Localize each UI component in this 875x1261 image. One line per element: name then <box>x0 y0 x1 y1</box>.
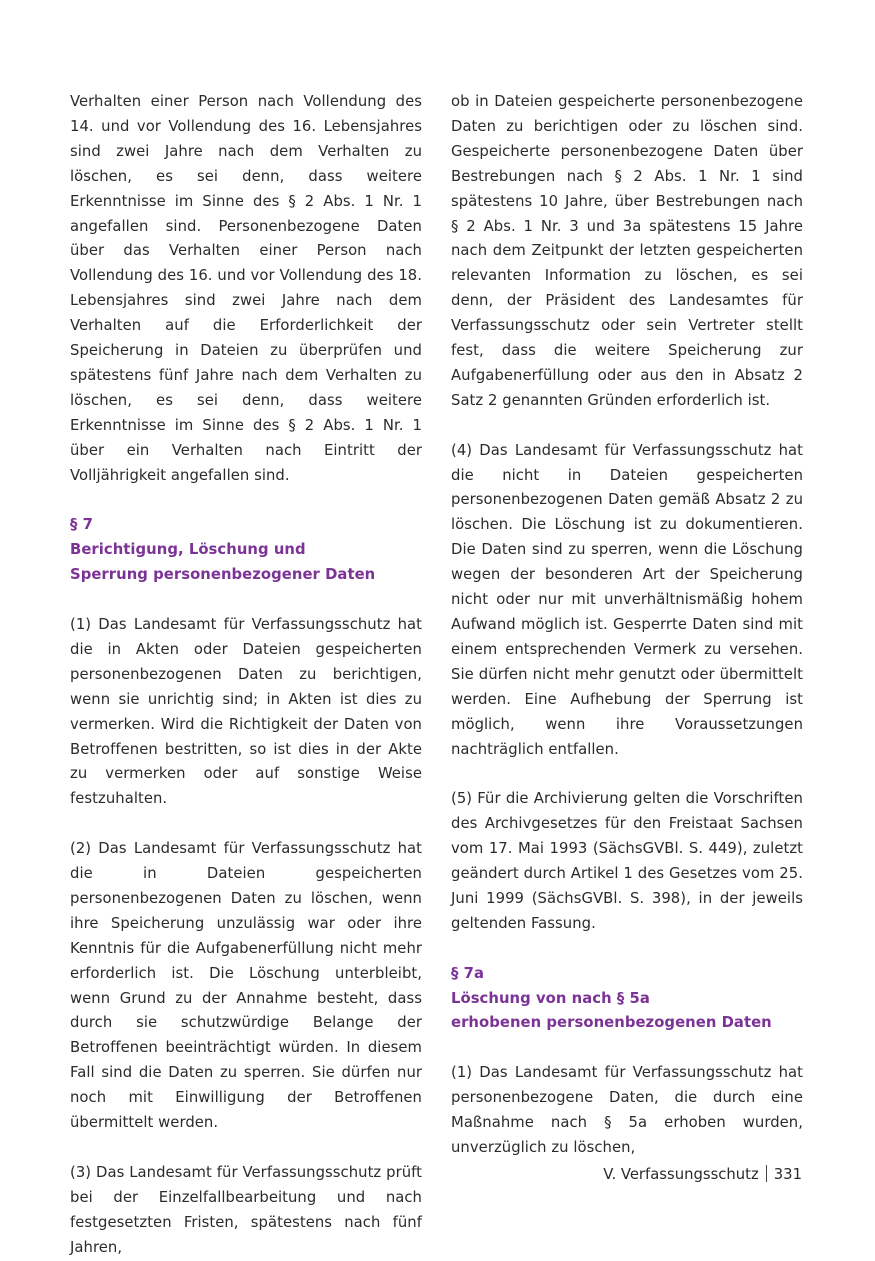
paragraph-intro: Verhalten einer Person nach Vollendung des 14. und vor Vollendung des 16. Lebensjahres sind zwei Jahre nach dem Verhalten zu löschen, es sei denn, dass weitere Erkenntnisse im Sinne des § 2 Abs. 1 Nr. 1 angefallen sind. Personenbezogene Daten über das Verhalten einer Person nach Vollendung des 16. und vor Vollendung des 18. Lebensjahres sind zwei Jahre nach dem Verhalten auf die Erforderlichkeit der Speicherung in Dateien zu überprüfen und spätestens fünf Jahre nach dem Verhalten zu löschen, es sei denn, dass weitere Erkenntnisse im Sinne des § 2 Abs. 1 Nr. 1 über ein Verhalten nach Eintritt der Volljährigkeit angefallen sind. <box>70 93 422 484</box>
section-7a-heading <box>451 962 803 1037</box>
section-7a-title-line1: Löschung von nach § 5a <box>451 989 650 1007</box>
section-7-heading <box>70 513 422 588</box>
page-number: 331 <box>773 1166 802 1183</box>
section-7a-title-line2: erhobenen personenbezogenen Daten <box>451 1014 772 1032</box>
paragraph-7-3-continued: ob in Dateien gespeicherte personenbezogene Daten zu berichtigen oder zu löschen sind. Gespeicherte personenbezogene Daten über Bestrebungen nach § 2 Abs. 1 Nr. 1 sind spätestens 10 Jahre, über Bestrebungen nach § 2 Abs. 1 Nr. 3 und 3a spätestens 15 Jahre nach dem Zeitpunkt der letzten gespeicherten relevanten Information zu löschen, es sei denn, der Präsident des Landesamtes für Verfassungsschutz oder sein Vertreter stellt fest, dass die weitere Speicherung zur Aufgabenerfüllung oder aus den in Absatz 2 Satz 2 genannten Gründen erforderlich ist. <box>451 93 803 409</box>
paragraph-7a-1: (1) Das Landesamt für Verfassungsschutz hat personenbezogene Daten, die durch eine Maßnahme nach § 5a erhoben wurden, unverzüglich zu löschen, <box>451 1064 803 1156</box>
footer-divider <box>766 1165 767 1182</box>
right-column <box>451 90 803 1161</box>
section-7-number: § 7 <box>70 516 93 534</box>
section-7-title-line2: Sperrung personenbezogener Daten <box>70 566 376 584</box>
section-7-title-line1: Berichtigung, Löschung und <box>70 541 306 559</box>
paragraph-7-5: (5) Für die Archivierung gelten die Vorschriften des Archivgesetzes für den Freistaat Sachsen vom 17. Mai 1993 (SächsGVBl. S. 449), zuletzt geändert durch Artikel 1 des Gesetzes vom 25. Juni 1999 (SächsGVBl. S. 398), in der jeweils geltenden Fassung. <box>451 790 803 932</box>
page-footer <box>603 1165 802 1183</box>
paragraph-7-3-start: (3) Das Landesamt für Verfassungsschutz prüft bei der Einzelfallbearbeitung und nach festgesetzten Fristen, spätestens nach fünf Jahren, <box>70 1163 422 1256</box>
footer-section-title: V. Verfassungsschutz <box>603 1166 759 1183</box>
paragraph-7-2: (2) Das Landesamt für Verfassungsschutz hat die in Dateien gespeicherten personenbezogenen Daten zu löschen, wenn ihre Speicherung unzulässig war oder ihre Kenntnis für die Aufgabenerfüllung nicht mehr erforderlich ist. Die Löschung unterbleibt, wenn Grund zu der Annahme besteht, dass durch sie schutzwürdige Belange der Betroffenen beeinträchtigt würden. In diesem Fall sind die Daten zu sperren. Sie dürfen nur noch mit Einwilligung der Betroffenen übermittelt werden. <box>70 840 422 1132</box>
paragraph-7-1: (1) Das Landesamt für Verfassungsschutz hat die in Akten oder Dateien gespeicherten personenbezogenen Daten zu berichtigen, wenn sie unrichtig sind; in Akten ist dies zu vermerken. Wird die Richtigkeit der Daten von Betroffenen bestritten, so ist dies in der Akte zu vermerken oder auf sonstige Weise festzuhalten. <box>70 616 422 808</box>
paragraph-7-4: (4) Das Landesamt für Verfassungsschutz hat die nicht in Dateien gespeicherten personenbezogenen Daten gemäß Absatz 2 zu löschen. Die Löschung ist zu dokumentieren. Die Daten sind zu sperren, wenn die Löschung wegen der besonderen Art der Speicherung nicht oder nur mit unverhältnismäßig hohem Aufwand möglich ist. Gesperrte Daten sind mit einem entsprechenden Vermerk zu versehen. Sie dürfen nicht mehr genutzt oder übermittelt werden. Eine Aufhebung der Sperrung ist möglich, wenn ihre Voraussetzungen nachträglich entfallen. <box>451 441 803 758</box>
section-7a-number: § 7a <box>451 964 485 982</box>
left-column <box>70 90 422 1261</box>
